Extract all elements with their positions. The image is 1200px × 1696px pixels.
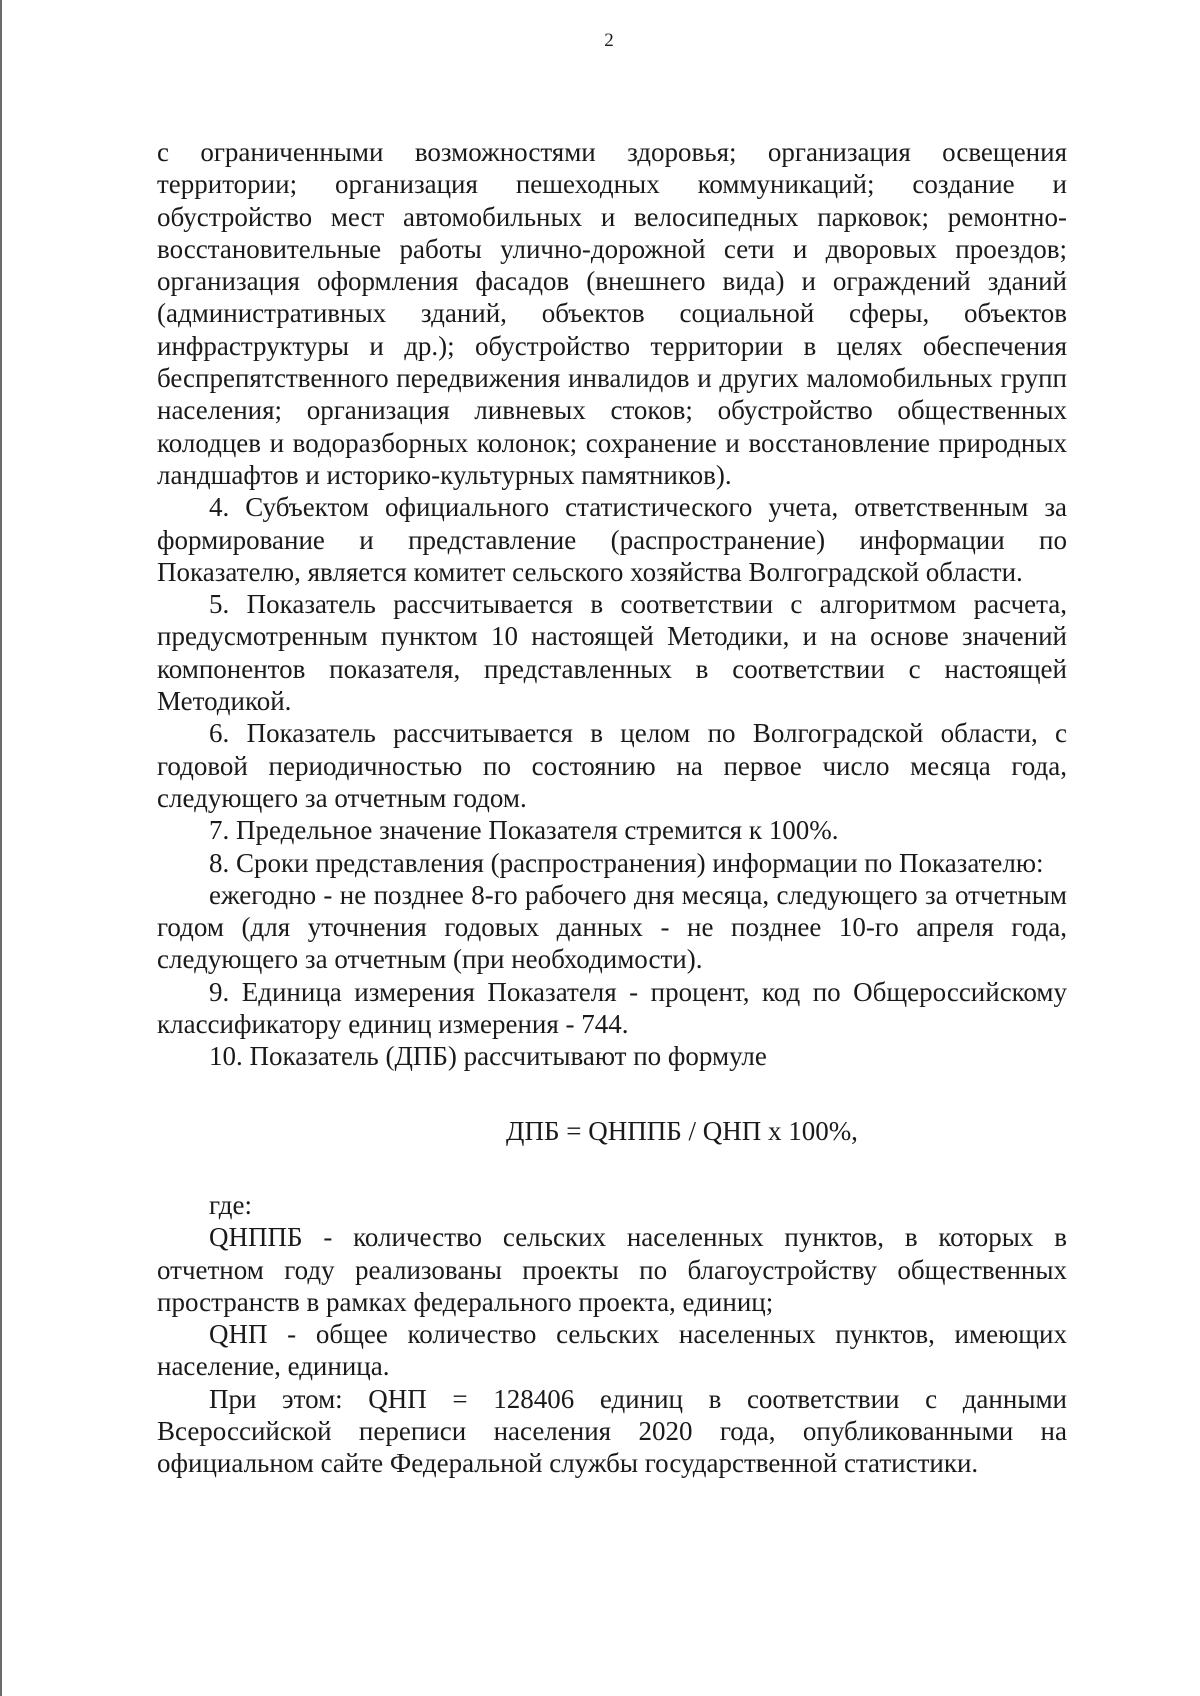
paragraph-continued: с ограниченными возможностями здоровья; организация освещения территории; организация пешеходных коммуникаций; создание и обустройство мест автомобильных и велосипедных парковок; ремонтно-восстановительные работы улично-дорожной сети и дворовых проездов; организация оформления фасадов (внешнего вида) и ограждений зданий (административных зданий, объектов социальной сферы, объектов инфраструктуры и др.); обустройство территории в целях обеспечения беспрепятственного передвижения инвалидов и других маломобильных групп населения; организация ливневых стоков; обустройство общественных колодцев и водоразборных колонок; сохранение и восстановление природных ландшафтов и историко-культурных памятников). (157, 137, 1067, 490)
paragraph-6: 6. Показатель рассчитывается в целом по Волгоградской области, с годовой периодичностью по состоянию на первое число месяца года, следующего за отчетным годом. (157, 718, 1067, 813)
paragraph-5: 5. Показатель рассчитывается в соответствии с алгоритмом расчета, предусмотренным пунктом 10 настоящей Методики, и на основе значений компонентов показателя, представленных в соответствии с настоящей Методикой. (157, 589, 1067, 717)
paragraph-9: 9. Единица измерения Показателя - процент, код по Общероссийскому классификатору единиц измерения - 744. (157, 976, 1067, 1040)
definition-qnp: QНП - общее количество сельских населенных пунктов, имеющих население, единица. (157, 1319, 1067, 1382)
scan-left-edge (0, 0, 2, 1696)
paragraph-10: 10. Показатель (ДПБ) рассчитывают по формуле (209, 1041, 767, 1072)
paragraph-note: При этом: QНП = 128406 единиц в соответствии с данными Всероссийской переписи населения 2020 года, опубликованными на официальном сайте Федеральной службы государственной статистики. (157, 1383, 1067, 1479)
page-number: 2 (604, 30, 614, 51)
paragraph-8-detail: ежегодно - не позднее 8-го рабочего дня месяца, следующего за отчетным годом (для уточнения годовых данных - не позднее 10-го апреля года, следующего за отчетным (при необходимости). (157, 879, 1067, 975)
paragraph-4: 4. Субъектом официального статистического учета, ответственным за формирование и представление (распространение) информации по Показателю, является комитет сельского хозяйства Волгоградской области. (157, 492, 1067, 587)
paragraph-7: 7. Предельное значение Показателя стремится к 100%. (209, 815, 839, 846)
definition-qnppb: QНППБ - количество сельских населенных пунктов, в которых в отчетном году реализованы проекты по благоустройству общественных пространств в рамках федерального проекта, единиц; (157, 1222, 1067, 1317)
formula-where: где: (209, 1189, 252, 1220)
document-body (157, 136, 1067, 1480)
formula: ДПБ = QНППБ / QНП x 100%, (506, 1115, 858, 1146)
paragraph-8: 8. Сроки представления (распространения) информации по Показателю: (209, 847, 1044, 878)
